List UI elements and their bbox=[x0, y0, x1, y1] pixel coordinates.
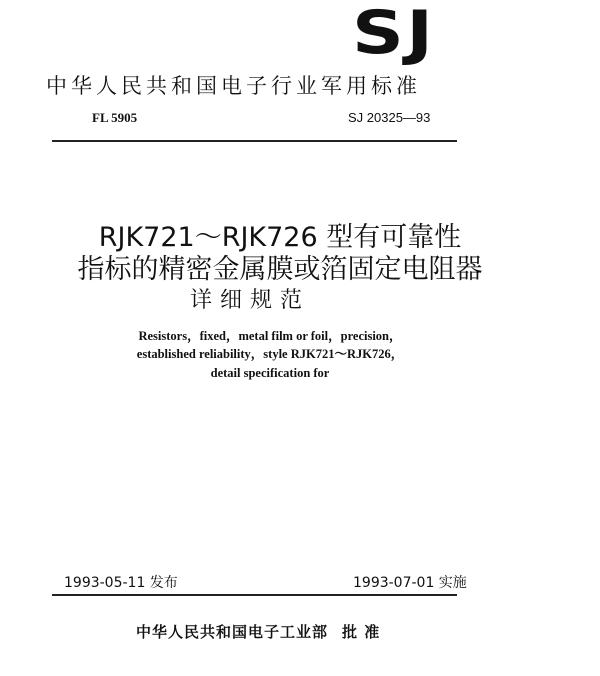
issue-date: 1993-05-11 发布 bbox=[64, 575, 178, 591]
document-title-line-1: RJK721～RJK726 型有可靠性 bbox=[98, 222, 462, 253]
standard-number: SJ 20325—93 bbox=[348, 110, 431, 125]
english-title-line-2: established reliability，style RJK721～RJK726， bbox=[136, 347, 404, 361]
sj-logo: SJ bbox=[352, 0, 436, 68]
english-title-line-1: Resistors，fixed，metal film or foil，precision， bbox=[138, 329, 402, 343]
approval-line bbox=[136, 621, 380, 642]
document-title-line-3: 详细规范 bbox=[189, 288, 310, 313]
fl-classification-code: FL 5905 bbox=[92, 110, 138, 125]
approving-authority: 中华人民共和国电子工业部 bbox=[136, 623, 329, 641]
footer-divider bbox=[52, 594, 457, 596]
effective-date: 1993-07-01 实施 bbox=[353, 575, 467, 591]
document-title-line-2: 指标的精密金属膜或箔固定电阻器 bbox=[77, 254, 483, 285]
header-divider bbox=[52, 140, 457, 142]
english-title-line-3: detail specification for bbox=[210, 366, 330, 380]
standard-category-title: 中华人民共和国电子行业军用标准 bbox=[46, 74, 421, 98]
approve-word: 批 准 bbox=[342, 623, 381, 641]
